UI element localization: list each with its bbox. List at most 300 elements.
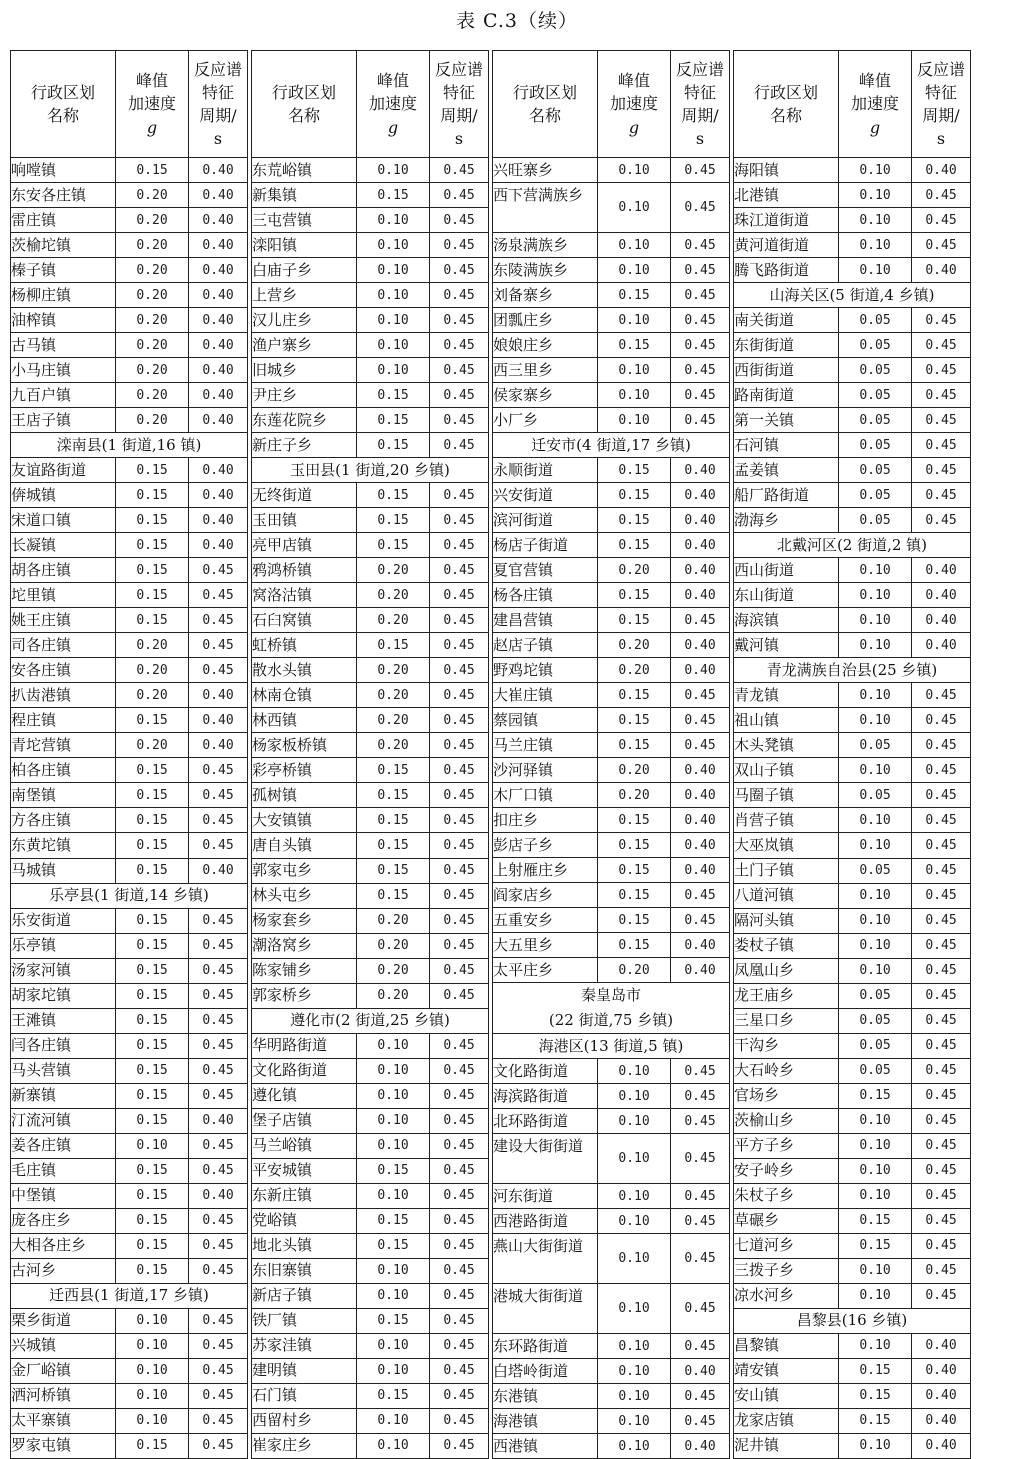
region-name: 戴河镇 — [734, 633, 839, 658]
peak-acceleration: 0.10 — [357, 308, 430, 333]
peak-acceleration: 0.10 — [839, 808, 912, 833]
peak-acceleration: 0.10 — [839, 683, 912, 708]
region-name: 西三里乡 — [493, 358, 598, 383]
table-row — [493, 233, 730, 258]
table-row — [252, 433, 489, 458]
region-name: 肖营子镇 — [734, 808, 839, 833]
region-name: 杨家板桥镇 — [252, 733, 357, 758]
peak-acceleration: 0.05 — [839, 408, 912, 433]
peak-acceleration: 0.15 — [839, 1083, 912, 1108]
region-name: 散水头镇 — [252, 658, 357, 683]
spectrum-period: 0.45 — [430, 1158, 489, 1183]
peak-acceleration: 0.15 — [357, 1233, 430, 1258]
header-period: 反应谱 特征 周期/ s — [671, 51, 730, 158]
spectrum-period: 0.45 — [912, 1258, 971, 1283]
table-row — [11, 508, 248, 533]
table-row — [11, 1258, 248, 1283]
peak-acceleration: 0.15 — [116, 1258, 189, 1283]
region-name: 小厂乡 — [493, 408, 598, 433]
region-name: 陈家铺乡 — [252, 958, 357, 983]
region-name: 安山镇 — [734, 1383, 839, 1408]
region-name: 汤家河镇 — [11, 958, 116, 983]
peak-acceleration: 0.20 — [116, 258, 189, 283]
peak-acceleration: 0.10 — [598, 358, 671, 383]
table-row — [252, 908, 489, 933]
spectrum-period: 0.40 — [912, 608, 971, 633]
region-name: 王店子镇 — [11, 408, 116, 433]
spectrum-period: 0.40 — [671, 808, 730, 833]
table-row — [252, 283, 489, 308]
section-heading — [734, 658, 971, 683]
section-heading-text: 青龙满族自治县(25 乡镇) — [766, 660, 938, 679]
header-pga: 峰值 加速度 g — [357, 51, 430, 158]
region-name: 安各庄镇 — [11, 658, 116, 683]
table-row — [252, 633, 489, 658]
peak-acceleration: 0.15 — [116, 783, 189, 808]
section-heading — [493, 983, 730, 1034]
region-name: 汤泉满族乡 — [493, 233, 598, 258]
spectrum-period: 0.45 — [430, 1083, 489, 1108]
peak-acceleration: 0.15 — [598, 908, 671, 933]
table-row — [734, 308, 971, 333]
peak-acceleration: 0.10 — [598, 1334, 671, 1359]
table-row — [252, 233, 489, 258]
spectrum-period: 0.45 — [430, 233, 489, 258]
spectrum-period: 0.45 — [912, 358, 971, 383]
table-row — [493, 658, 730, 683]
peak-acceleration: 0.10 — [598, 1184, 671, 1209]
table-row — [252, 608, 489, 633]
table-row — [493, 1084, 730, 1109]
table-row — [493, 308, 730, 333]
spectrum-period: 0.45 — [189, 1158, 248, 1183]
table-row — [252, 583, 489, 608]
spectrum-period: 0.40 — [189, 333, 248, 358]
spectrum-period: 0.40 — [189, 383, 248, 408]
peak-acceleration: 0.15 — [357, 1208, 430, 1233]
region-name: 滦阳镇 — [252, 233, 357, 258]
header-name: 行政区划 名称 — [11, 51, 116, 158]
spectrum-period: 0.45 — [671, 183, 730, 233]
peak-acceleration: 0.10 — [357, 1258, 430, 1283]
table-row — [11, 983, 248, 1008]
table-row — [11, 233, 248, 258]
peak-acceleration: 0.20 — [357, 733, 430, 758]
table-row — [11, 758, 248, 783]
peak-acceleration: 0.10 — [357, 158, 430, 183]
table-row — [734, 508, 971, 533]
region-name: 刘备寨乡 — [493, 283, 598, 308]
spectrum-period: 0.40 — [189, 233, 248, 258]
peak-acceleration: 0.15 — [357, 383, 430, 408]
peak-acceleration: 0.10 — [839, 583, 912, 608]
peak-acceleration: 0.10 — [598, 1359, 671, 1384]
table-row — [11, 808, 248, 833]
header-pga: 峰值 加速度 g — [839, 51, 912, 158]
peak-acceleration: 0.15 — [598, 458, 671, 483]
peak-acceleration: 0.10 — [598, 258, 671, 283]
region-name: 路南街道 — [734, 383, 839, 408]
table-row — [493, 1384, 730, 1409]
table-row — [252, 1358, 489, 1383]
table-row — [734, 808, 971, 833]
peak-acceleration: 0.15 — [116, 1083, 189, 1108]
region-name: 朱杖子乡 — [734, 1183, 839, 1208]
peak-acceleration: 0.20 — [116, 333, 189, 358]
peak-acceleration: 0.10 — [598, 308, 671, 333]
spectrum-period: 0.45 — [671, 308, 730, 333]
peak-acceleration: 0.20 — [357, 683, 430, 708]
region-name: 汉儿庄乡 — [252, 308, 357, 333]
region-name: 郭家桥乡 — [252, 983, 357, 1008]
table-row — [11, 1233, 248, 1258]
peak-acceleration: 0.15 — [598, 933, 671, 958]
peak-acceleration: 0.15 — [116, 758, 189, 783]
table-row — [252, 1083, 489, 1108]
region-name: 官场乡 — [734, 1083, 839, 1108]
peak-acceleration: 0.05 — [839, 733, 912, 758]
section-heading-text: 秦皇岛市 — [580, 986, 641, 1004]
region-name: 坨里镇 — [11, 583, 116, 608]
table-row — [11, 683, 248, 708]
region-name: 林南仓镇 — [252, 683, 357, 708]
region-name: 大相各庄乡 — [11, 1233, 116, 1258]
table-row — [252, 1233, 489, 1258]
table-row — [734, 258, 971, 283]
spectrum-period: 0.45 — [671, 908, 730, 933]
peak-acceleration: 0.05 — [839, 433, 912, 458]
spectrum-period: 0.40 — [912, 558, 971, 583]
peak-acceleration: 0.10 — [116, 1333, 189, 1358]
table-row — [11, 408, 248, 433]
table-column-1 — [10, 50, 248, 1459]
spectrum-period: 0.45 — [671, 683, 730, 708]
peak-acceleration: 0.15 — [598, 833, 671, 858]
table-row — [493, 333, 730, 358]
peak-acceleration: 0.15 — [116, 533, 189, 558]
table-row — [734, 1033, 971, 1058]
region-name: 兴旺寨乡 — [493, 158, 598, 183]
spectrum-period: 0.45 — [671, 233, 730, 258]
peak-acceleration: 0.10 — [357, 1408, 430, 1433]
region-name: 马兰庄镇 — [493, 733, 598, 758]
region-name: 长凝镇 — [11, 533, 116, 558]
peak-acceleration: 0.05 — [839, 1058, 912, 1083]
peak-acceleration: 0.15 — [598, 683, 671, 708]
region-name: 五重安乡 — [493, 908, 598, 933]
section-heading-text: 昌黎县(16 乡镇) — [796, 1311, 908, 1330]
region-name: 东新庄镇 — [252, 1183, 357, 1208]
region-name: 东陵满族乡 — [493, 258, 598, 283]
section-heading — [734, 283, 971, 308]
spectrum-period: 0.45 — [430, 658, 489, 683]
region-name: 草碾乡 — [734, 1208, 839, 1233]
table-row — [493, 808, 730, 833]
spectrum-period: 0.45 — [430, 1408, 489, 1433]
table-column-3 — [492, 50, 730, 1459]
section-row — [11, 883, 248, 908]
table-row — [734, 758, 971, 783]
peak-acceleration: 0.15 — [839, 1208, 912, 1233]
table-row — [252, 1333, 489, 1358]
peak-acceleration: 0.10 — [598, 158, 671, 183]
table-row — [252, 1258, 489, 1283]
region-name: 孟姜镇 — [734, 458, 839, 483]
peak-acceleration: 0.15 — [598, 533, 671, 558]
region-name: 第一关镇 — [734, 408, 839, 433]
region-name: 青龙镇 — [734, 683, 839, 708]
region-name: 庞各庄乡 — [11, 1208, 116, 1233]
table-row — [493, 1359, 730, 1384]
section-row — [734, 533, 971, 558]
region-name: 崔家庄乡 — [252, 1433, 357, 1458]
spectrum-period: 0.40 — [912, 1408, 971, 1433]
spectrum-period: 0.40 — [912, 583, 971, 608]
spectrum-period: 0.45 — [189, 1383, 248, 1408]
region-name: 栗乡街道 — [11, 1308, 116, 1333]
table-row — [11, 458, 248, 483]
spectrum-period: 0.40 — [671, 483, 730, 508]
spectrum-period: 0.45 — [912, 758, 971, 783]
table-row — [11, 733, 248, 758]
peak-acceleration: 0.10 — [357, 283, 430, 308]
table-row — [11, 208, 248, 233]
spectrum-period: 0.45 — [430, 1258, 489, 1283]
peak-acceleration: 0.15 — [116, 608, 189, 633]
spectrum-period: 0.45 — [189, 958, 248, 983]
spectrum-period: 0.45 — [671, 408, 730, 433]
spectrum-period: 0.45 — [912, 508, 971, 533]
peak-acceleration: 0.15 — [116, 1033, 189, 1058]
spectrum-period: 0.45 — [189, 1408, 248, 1433]
spectrum-period: 0.45 — [430, 783, 489, 808]
peak-acceleration: 0.15 — [116, 1108, 189, 1133]
table-title: 表 C.3（续） — [455, 10, 579, 32]
spectrum-period: 0.40 — [189, 483, 248, 508]
region-name: 新店子镇 — [252, 1283, 357, 1308]
region-name: 马城镇 — [11, 858, 116, 883]
peak-acceleration: 0.10 — [839, 1283, 912, 1308]
region-name: 大五里乡 — [493, 933, 598, 958]
region-name: 胡家坨镇 — [11, 983, 116, 1008]
peak-acceleration: 0.10 — [598, 383, 671, 408]
spectrum-period: 0.45 — [912, 858, 971, 883]
section-row — [734, 1308, 971, 1333]
spectrum-period: 0.45 — [189, 983, 248, 1008]
table-row — [734, 483, 971, 508]
region-name: 海滨路街道 — [493, 1084, 598, 1109]
spectrum-period: 0.45 — [912, 308, 971, 333]
region-name: 七道河乡 — [734, 1233, 839, 1258]
peak-acceleration: 0.15 — [357, 1383, 430, 1408]
table-row — [734, 1433, 971, 1458]
peak-acceleration: 0.20 — [116, 208, 189, 233]
peak-acceleration: 0.15 — [116, 583, 189, 608]
peak-acceleration: 0.15 — [116, 808, 189, 833]
region-name: 宋道口镇 — [11, 508, 116, 533]
peak-acceleration: 0.05 — [839, 458, 912, 483]
spectrum-period: 0.45 — [430, 1133, 489, 1158]
table-row — [252, 333, 489, 358]
peak-acceleration: 0.10 — [839, 1158, 912, 1183]
section-heading — [11, 433, 248, 458]
region-name: 靖安镇 — [734, 1358, 839, 1383]
spectrum-period: 0.45 — [671, 708, 730, 733]
peak-acceleration: 0.15 — [357, 758, 430, 783]
region-name: 东环路街道 — [493, 1334, 598, 1359]
spectrum-period: 0.40 — [189, 683, 248, 708]
spectrum-period: 0.40 — [671, 858, 730, 883]
peak-acceleration: 0.15 — [116, 1208, 189, 1233]
table-row — [734, 858, 971, 883]
region-name: 新寨镇 — [11, 1083, 116, 1108]
peak-acceleration: 0.20 — [357, 933, 430, 958]
spectrum-period: 0.45 — [912, 1208, 971, 1233]
table-row — [734, 433, 971, 458]
region-name: 渤海乡 — [734, 508, 839, 533]
spectrum-period: 0.45 — [430, 208, 489, 233]
region-name: 干沟乡 — [734, 1033, 839, 1058]
spectrum-period: 0.40 — [671, 533, 730, 558]
region-name: 永顺街道 — [493, 458, 598, 483]
region-name: 文化路街道 — [493, 1059, 598, 1084]
spectrum-period: 0.45 — [430, 808, 489, 833]
spectrum-period: 0.45 — [189, 1058, 248, 1083]
spectrum-period: 0.40 — [912, 1358, 971, 1383]
region-name: 大石岭乡 — [734, 1058, 839, 1083]
table-row — [493, 183, 730, 233]
peak-acceleration: 0.15 — [116, 1158, 189, 1183]
spectrum-period: 0.45 — [189, 1308, 248, 1333]
peak-acceleration: 0.15 — [116, 483, 189, 508]
peak-acceleration: 0.10 — [839, 158, 912, 183]
spectrum-period: 0.40 — [189, 158, 248, 183]
spectrum-period: 0.45 — [189, 558, 248, 583]
peak-acceleration: 0.10 — [598, 1084, 671, 1109]
region-name: 毛庄镇 — [11, 1158, 116, 1183]
peak-acceleration: 0.05 — [839, 483, 912, 508]
peak-acceleration: 0.15 — [116, 1433, 189, 1458]
region-name: 新集镇 — [252, 183, 357, 208]
table-row — [734, 1158, 971, 1183]
peak-acceleration: 0.15 — [598, 608, 671, 633]
section-heading — [734, 1308, 971, 1333]
region-name: 西下营满族乡 — [493, 183, 598, 233]
peak-acceleration: 0.20 — [357, 583, 430, 608]
spectrum-period: 0.45 — [430, 1033, 489, 1058]
table-row — [493, 1209, 730, 1234]
spectrum-period: 0.45 — [189, 608, 248, 633]
spectrum-period: 0.45 — [671, 608, 730, 633]
region-name: 东荒峪镇 — [252, 158, 357, 183]
region-name: 昌黎镇 — [734, 1333, 839, 1358]
peak-acceleration: 0.20 — [116, 408, 189, 433]
spectrum-period: 0.45 — [912, 833, 971, 858]
spectrum-period: 0.40 — [189, 458, 248, 483]
spectrum-period: 0.45 — [912, 333, 971, 358]
spectrum-period: 0.45 — [430, 358, 489, 383]
spectrum-period: 0.40 — [671, 1359, 730, 1384]
table-row — [252, 1183, 489, 1208]
region-name: 马圈子镇 — [734, 783, 839, 808]
peak-acceleration: 0.15 — [357, 533, 430, 558]
table-row — [493, 1284, 730, 1334]
spectrum-period: 0.45 — [912, 383, 971, 408]
spectrum-period: 0.40 — [189, 858, 248, 883]
region-name: 古河乡 — [11, 1258, 116, 1283]
region-name: 龙家店镇 — [734, 1408, 839, 1433]
region-name: 大崔庄镇 — [493, 683, 598, 708]
section-heading — [11, 1283, 248, 1308]
table-column-2 — [251, 50, 489, 1459]
spectrum-period: 0.45 — [189, 1208, 248, 1233]
spectrum-period: 0.45 — [671, 1059, 730, 1084]
region-name: 北港镇 — [734, 183, 839, 208]
peak-acceleration: 0.10 — [116, 1358, 189, 1383]
table-row — [252, 958, 489, 983]
section-row — [734, 658, 971, 683]
peak-acceleration: 0.15 — [357, 1158, 430, 1183]
table-row — [252, 1408, 489, 1433]
region-name: 青坨营镇 — [11, 733, 116, 758]
table-row — [734, 383, 971, 408]
table-row — [493, 533, 730, 558]
section-row — [252, 1008, 489, 1033]
region-name: 新庄子乡 — [252, 433, 357, 458]
region-name: 东旧寨镇 — [252, 1258, 357, 1283]
table-row — [493, 1184, 730, 1209]
peak-acceleration: 0.10 — [116, 1408, 189, 1433]
table-row — [734, 458, 971, 483]
table-row — [252, 508, 489, 533]
table-row — [493, 583, 730, 608]
table-row — [252, 183, 489, 208]
region-name: 三屯营镇 — [252, 208, 357, 233]
region-name: 珠江道街道 — [734, 208, 839, 233]
table-row — [252, 983, 489, 1008]
spectrum-period: 0.45 — [912, 233, 971, 258]
spectrum-period: 0.40 — [189, 358, 248, 383]
spectrum-period: 0.45 — [671, 283, 730, 308]
region-name: 大巫岚镇 — [734, 833, 839, 858]
region-name: 茨榆坨镇 — [11, 233, 116, 258]
spectrum-period: 0.45 — [430, 683, 489, 708]
table-row — [252, 308, 489, 333]
region-name: 泥井镇 — [734, 1433, 839, 1458]
table-row — [734, 1108, 971, 1133]
table-row — [493, 858, 730, 883]
table-row — [11, 1158, 248, 1183]
peak-acceleration: 0.20 — [357, 558, 430, 583]
region-name: 杨柳庄镇 — [11, 283, 116, 308]
table-row — [252, 533, 489, 558]
spectrum-period: 0.45 — [430, 1433, 489, 1458]
table-row — [252, 1383, 489, 1408]
peak-acceleration: 0.10 — [839, 933, 912, 958]
spectrum-period: 0.40 — [189, 258, 248, 283]
table-row — [252, 708, 489, 733]
peak-acceleration: 0.15 — [598, 583, 671, 608]
peak-acceleration: 0.05 — [839, 983, 912, 1008]
header-row — [493, 51, 730, 158]
header-period: 反应谱 特征 周期/ s — [912, 51, 971, 158]
spectrum-period: 0.40 — [671, 658, 730, 683]
spectrum-period: 0.45 — [430, 908, 489, 933]
table-row — [734, 933, 971, 958]
peak-acceleration: 0.20 — [357, 608, 430, 633]
region-name: 渔户寨乡 — [252, 333, 357, 358]
peak-acceleration: 0.10 — [598, 408, 671, 433]
